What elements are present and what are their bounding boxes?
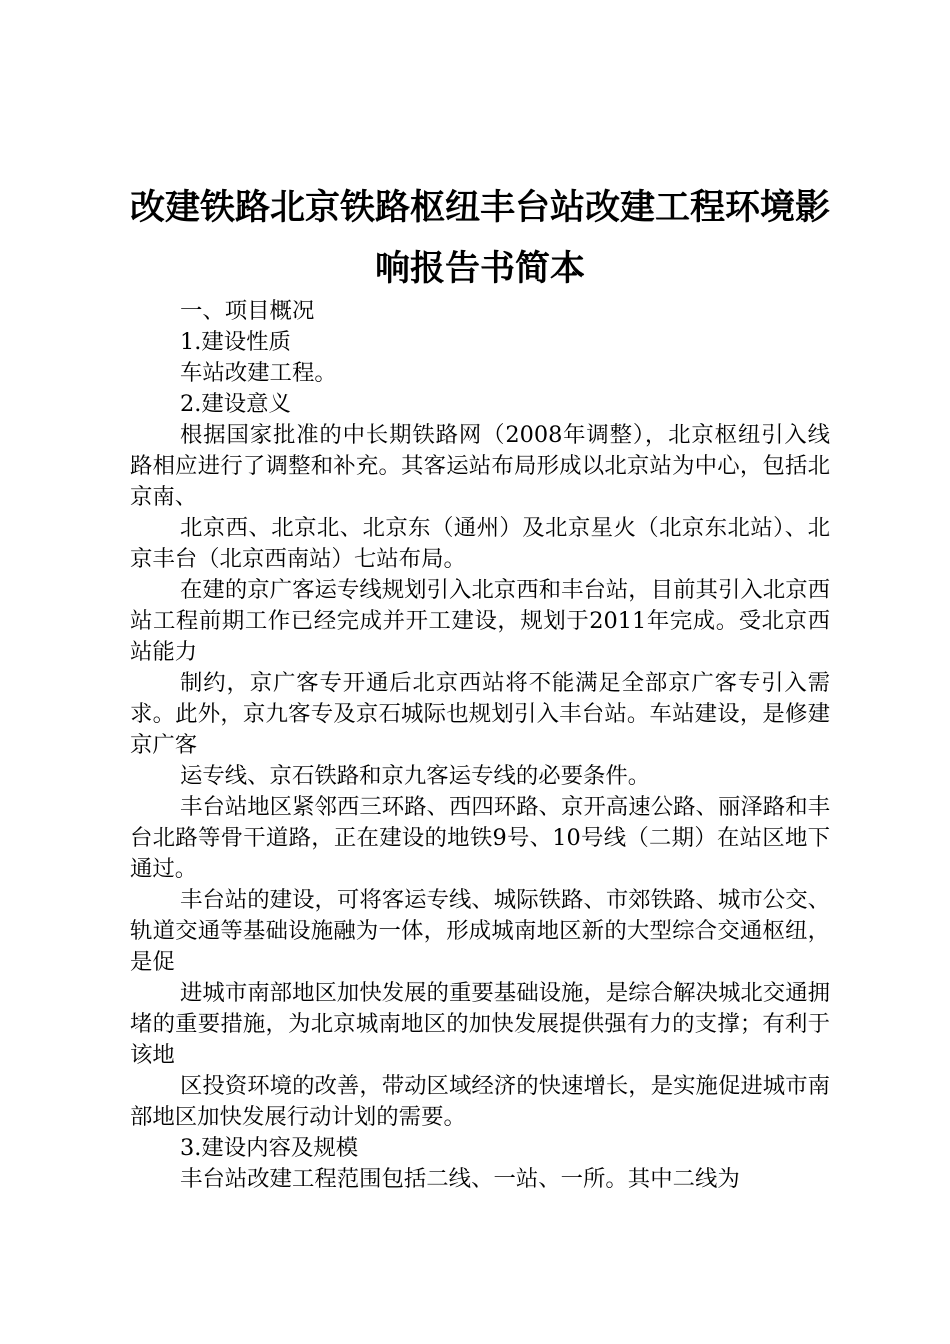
paragraph: 区投资环境的改善，带动区域经济的快速增长，是实施促进城市南部地区加快发展行动计划的需要。	[130, 1073, 830, 1130]
paragraph: 北京西、北京北、北京东（通州）及北京星火（北京东北站）、北京丰台（北京西南站）七站布局。	[130, 515, 830, 572]
paragraph: 运专线、京石铁路和京九客运专线的必要条件。	[180, 763, 651, 789]
paragraph: 根据国家批准的中长期铁路网（2008年调整），北京枢纽引入线路相应进行了调整和补充。其客运站布局形成以北京站为中心，包括北京南、	[130, 422, 830, 510]
paragraph: 进城市南部地区加快发展的重要基础设施，是综合解决城北交通拥堵的重要措施，为北京城南地区的加快发展提供强有力的支撑；有利于该地	[130, 980, 830, 1068]
subheading-construction-significance: 2.建设意义	[180, 391, 291, 417]
paragraph: 丰台站改建工程范围包括二线、一站、一所。其中二线为	[180, 1166, 740, 1192]
document-title-line-1: 改建铁路北京铁路枢纽丰台站改建工程环境影	[129, 188, 830, 228]
document-body	[130, 296, 830, 1195]
paragraph: 在建的京广客运专线规划引入北京西和丰台站，目前其引入北京西站工程前期工作已经完成并开工建设，规划于2011年完成。受北京西站能力	[130, 577, 830, 665]
paragraph: 丰台站地区紧邻西三环路、西四环路、京开高速公路、丽泽路和丰台北路等骨干道路，正在建设的地铁9号、10号线（二期）在站区地下通过。	[130, 794, 830, 882]
subheading-construction-nature: 1.建设性质	[180, 329, 291, 355]
section-heading-overview: 一、项目概况	[180, 298, 315, 324]
paragraph: 车站改建工程。	[180, 360, 337, 386]
paragraph: 丰台站的建设，可将客运专线、城际铁路、市郊铁路、城市公交、轨道交通等基础设施融为一体，形成城南地区新的大型综合交通枢纽，是促	[130, 887, 830, 975]
document-title-line-2: 响报告书简本	[374, 249, 585, 289]
subheading-construction-scope: 3.建设内容及规模	[180, 1135, 359, 1161]
paragraph: 制约，京广客专开通后北京西站将不能满足全部京广客专引入需求。此外，京九客专及京石城际也规划引入丰台站。车站建设，是修建京广客	[130, 670, 830, 758]
